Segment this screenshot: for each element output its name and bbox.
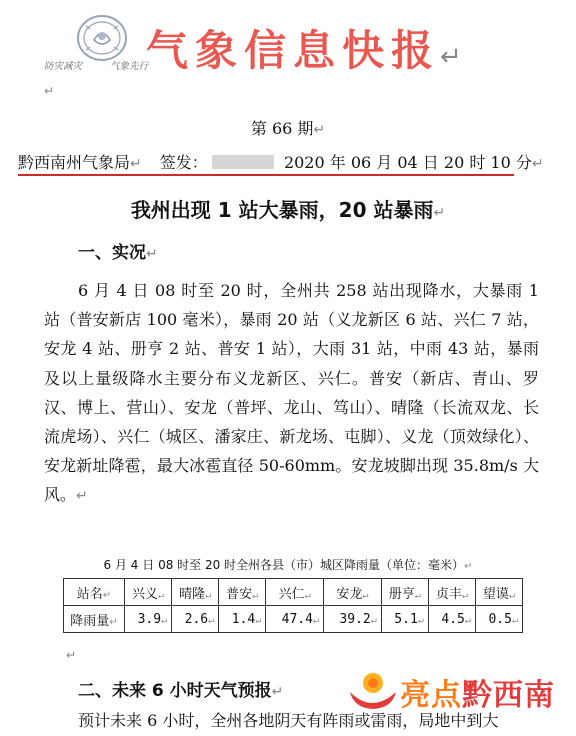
agency-name: 黔西南州气象局 (18, 153, 131, 172)
weather-bureau-emblem-icon (72, 12, 132, 64)
section-heading-forecast: 二、未来 6 小时天气预报↵ (78, 681, 284, 701)
liangdian-watermark (344, 668, 576, 712)
banner-title: 气象信息快报↵ (146, 26, 469, 75)
table-cell: 3.9↵ (125, 606, 172, 633)
table-cell: 1.4↵ (219, 606, 266, 633)
table-cell: 册亨↵ (381, 579, 428, 606)
sign-label: 签发： (159, 153, 208, 172)
table-row (64, 579, 523, 606)
table-cell: 0.5↵ (475, 606, 522, 633)
table-cell: 5.1↵ (381, 606, 428, 633)
table-cell: 2.6↵ (172, 606, 219, 633)
table-cell: 普安↵ (219, 579, 266, 606)
table-cell: 兴仁↵ (266, 579, 324, 606)
observation-paragraph: 6 月 4 日 08 时至 20 时，全州共 258 站出现降水，大暴雨 1 站（普安新店 100 毫米），暴雨 20 站（义龙新区 6 站、兴仁 7 站，安龙 4 站、册亨 2 站、普安 1 站），大雨 31 站，中雨 43 站，暴雨及以上量级降水主要分布义龙新区、兴仁。普安（新店、青山、罗汉、博上、营山）、安龙（普坪、龙山、笃山）、晴隆（长流双龙、长流虎场）、兴仁（城区、潘家庄、新龙场、屯脚）、义龙（顶效绿化）、安龙新址降雹，最大冰雹直径 50-60mm。安龙坡脚出现 35.8m/s 大风。↵ (44, 281, 539, 505)
table-row (64, 606, 523, 633)
paragraph-mark: ↵ (66, 648, 77, 662)
table-cell: 安龙↵ (323, 579, 381, 606)
liangdian-logo-icon (344, 668, 402, 712)
table-cell: 晴隆↵ (172, 579, 219, 606)
table-header-cell: 站名↵ (64, 579, 125, 606)
table-cell: 47.4↵ (266, 606, 324, 633)
rainfall-table (63, 578, 523, 633)
issue-datetime: 2020 年 06 月 04 日 20 时 10 分 (283, 153, 532, 172)
table-header-cell: 降雨量↵ (64, 606, 125, 633)
table-cell: 兴义↵ (125, 579, 172, 606)
forecast-paragraph: 预计未来 6 小时，全州各地阴天有阵雨或雷雨，局地中到大 (78, 711, 499, 730)
table-cell: 贞丰↵ (428, 579, 475, 606)
section-heading-observation: 一、实况↵ (78, 243, 158, 263)
watermark-text-b: 黔西南 (462, 678, 555, 713)
paragraph-mark: ↵ (44, 84, 55, 98)
table-cell: 39.2↵ (323, 606, 381, 633)
issue-number: 第 66 期↵ (250, 119, 326, 138)
redacted-signer (212, 155, 274, 169)
motto-right: 气象先行 (110, 61, 149, 72)
table-caption: 6 月 4 日 08 时至 20 时全州各县（市）城区降雨量（单位：毫米）↵ (103, 558, 473, 572)
header-red-rule (18, 174, 514, 176)
table-cell: 望谟↵ (475, 579, 522, 606)
report-title: 我州出现 1 站大暴雨，20 站暴雨↵ (130, 198, 446, 222)
motto-left: 防灾减灾 (44, 61, 83, 72)
table-cell: 4.5↵ (428, 606, 475, 633)
issuing-line: 黔西南州气象局↵ 签发： 2020 年 06 月 04 日 20 时 10 分↵ (18, 153, 544, 172)
watermark-text-a: 亮点 (400, 678, 462, 713)
